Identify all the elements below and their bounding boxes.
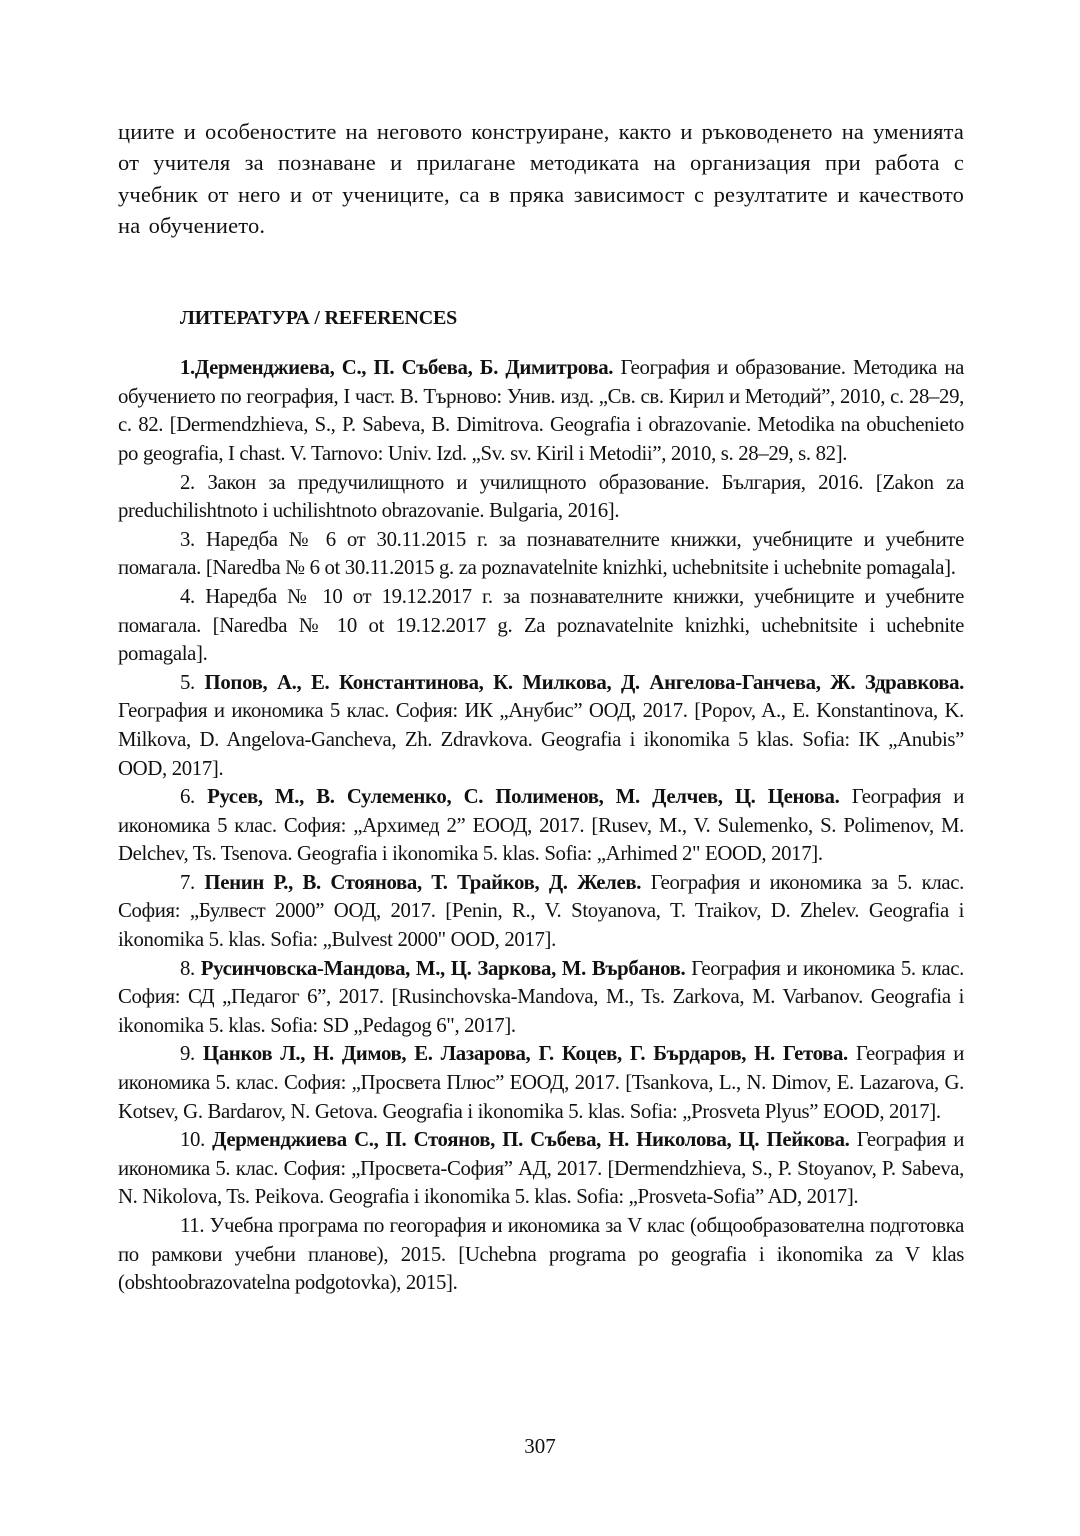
reference-number: 5. [180, 670, 195, 694]
reference-number: 11. [180, 1214, 205, 1237]
reference-text: География и икономика 5. клас. София: „Просвета Плюс” ЕООД, 2017. [Tsankova, L., N. Dimov, E. Lazarova, G. Kotsev, G. Bardarov, N. Getova. Geografia i ikonomika 5. klas. Sofia: „Prosveta Plyus” EOOD, 2017]. [118, 1042, 964, 1123]
reference-authors: Пенин Р., В. Стоянова, Т. Трайков, Д. Желев. [194, 870, 642, 894]
page-number: 307 [524, 1434, 556, 1458]
reference-text: Наредба № 6 от 30.11.2015 г. за познавателните книжки, учебниците и учебните помагала. [Naredba № 6 ot 30.11.2015 g. za poznavatelnite knizhki, uchebnitsite i uchebnite pomagala]. [118, 527, 964, 580]
reference-number: 9. [180, 1042, 195, 1066]
reference-number: 2. [180, 470, 195, 494]
reference-authors: Попов, А., Е. Константинова, К. Милкова, Д. Ангелова-Ганчева, Ж. Здравкова. [194, 670, 964, 694]
reference-text: Закон за предучилищното и училищното образование. България, 2016. [Zakon za preduchilishtnoto i uchilishtnoto obrazovanie. Bulgaria, 2016]. [118, 470, 964, 523]
reference-text: Учебна програма по геогорафия и икономика за V клас (общообразователна подготовка по рамкови учебни планове), 2015. [Uchebna programa po geografia i ikonomika za V klas (obshtoobrazovatelna podgotovka), 2015]. [118, 1214, 964, 1295]
reference-item [118, 354, 964, 468]
reference-item [118, 583, 964, 669]
reference-number: 3. [180, 527, 195, 551]
reference-item [118, 1040, 964, 1126]
references-heading: ЛИТЕРАТУРА / REFERENCES [180, 307, 458, 330]
reference-authors: Дерменджиева, С., П. Събева, Б. Димитрова. [194, 356, 614, 380]
reference-number: 6. [180, 785, 195, 809]
references-list [118, 354, 964, 1298]
reference-item [118, 1212, 964, 1298]
reference-item [118, 783, 964, 869]
reference-text: География и образование. Методика на обучението по география, I част. В. Търново: Унив. изд. „Св. св. Кирил и Методий”, 2010, с. 28–29, с. 82. [Dermendzhieva, S., P. Sabeva, B. Dimitrova. Geografia i obrazovanie. Metodika na obuchenieto po geografia, I chast. V. Tarnovo: Univ. Izd. „Sv. sv. Kiril i Metodii”, 2010, s. 28–29, s. 82]. [118, 356, 964, 465]
reference-authors: Цанков Л., Н. Димов, Е. Лазарова, Г. Коцев, Г. Бърдаров, Н. Гетова. [194, 1042, 848, 1066]
reference-number: 7. [180, 870, 195, 894]
reference-number: 1. [180, 356, 195, 380]
reference-text: География и икономика за 5. клас. София: „Булвест 2000” ООД, 2017. [Penin, R., V. Stoyanova, T. Traikov, D. Zhelev. Geografia i ikonomika 5. klas. Sofia: „Bulvest 2000" OOD, 2017]. [118, 870, 964, 952]
intro-paragraph: циите и особеностите на неговото конструиране, както и ръководенето на уменията от учителя за познаване и прилагане методиката на организация при работа с учебник от него и от учениците, са в пряка зависимост с резултатите и качеството на обучението. [118, 119, 964, 238]
reference-item [118, 955, 964, 1041]
reference-text: География и икономика 5. клас. София: СД „Педагог 6”, 2017. [Rusinchovska-Mandova, M., Ts. Zarkova, M. Varbanov. Geografia i ikonomika 5. klas. Sofia: SD „Pedagog 6", 2017]. [118, 956, 965, 1037]
reference-text: География и икономика 5 клас. София: ИК „Анубис” ООД, 2017. [Popov, A., E. Konstantinova, K. Milkova, D. Angelova-Gancheva, Zh. Zdravkova. Geografia i ikonomika 5 klas. Sofia: IK „Anubis” OOD, 2017]. [118, 699, 964, 780]
reference-item [118, 669, 964, 783]
reference-item [118, 869, 964, 955]
reference-authors: Русев, М., В. Сулеменко, С. Полименов, М. Делчев, Ц. Ценова. [194, 785, 840, 809]
reference-item [118, 1126, 964, 1212]
reference-text: География и икономика 5 клас. София: „Архимед 2” ЕООД, 2017. [Rusev, M., V. Sulemenko, S. Polimenov, M. Delchev, Ts. Tsenova. Geografia i ikonomika 5. klas. Sofia: „Arhimed 2" EOOD, 2017]. [118, 785, 965, 866]
reference-text: География и икономика 5. клас. София: „Просвета-София” АД, 2017. [Dermendzhieva, S., P. Stoyanov, P. Sabeva, N. Nikolova, Ts. Peikova. Geografia i ikonomika 5. klas. Sofia: „Prosveta-Sofia” AD, 2017]. [118, 1128, 964, 1209]
reference-text: Наредба № 10 от 19.12.2017 г. за познавателните книжки, учебниците и учебните помагала. [Naredba № 10 ot 19.12.2017 g. Za poznavatelnite knizhki, uchebnitsite i uchebnite pomagala]. [118, 584, 964, 666]
reference-number: 8. [180, 956, 195, 980]
page-body [118, 116, 964, 1298]
reference-authors: Русинчовска-Мандова, М., Ц. Заркова, М. Върбанов. [194, 956, 686, 980]
reference-number: 4. [180, 584, 195, 608]
reference-item [118, 469, 964, 526]
reference-authors: Дерменджиева С., П. Стоянов, П. Събева, Н. Николова, Ц. Пейкова. [204, 1128, 850, 1152]
reference-number: 10. [180, 1128, 205, 1152]
reference-item [118, 526, 964, 583]
